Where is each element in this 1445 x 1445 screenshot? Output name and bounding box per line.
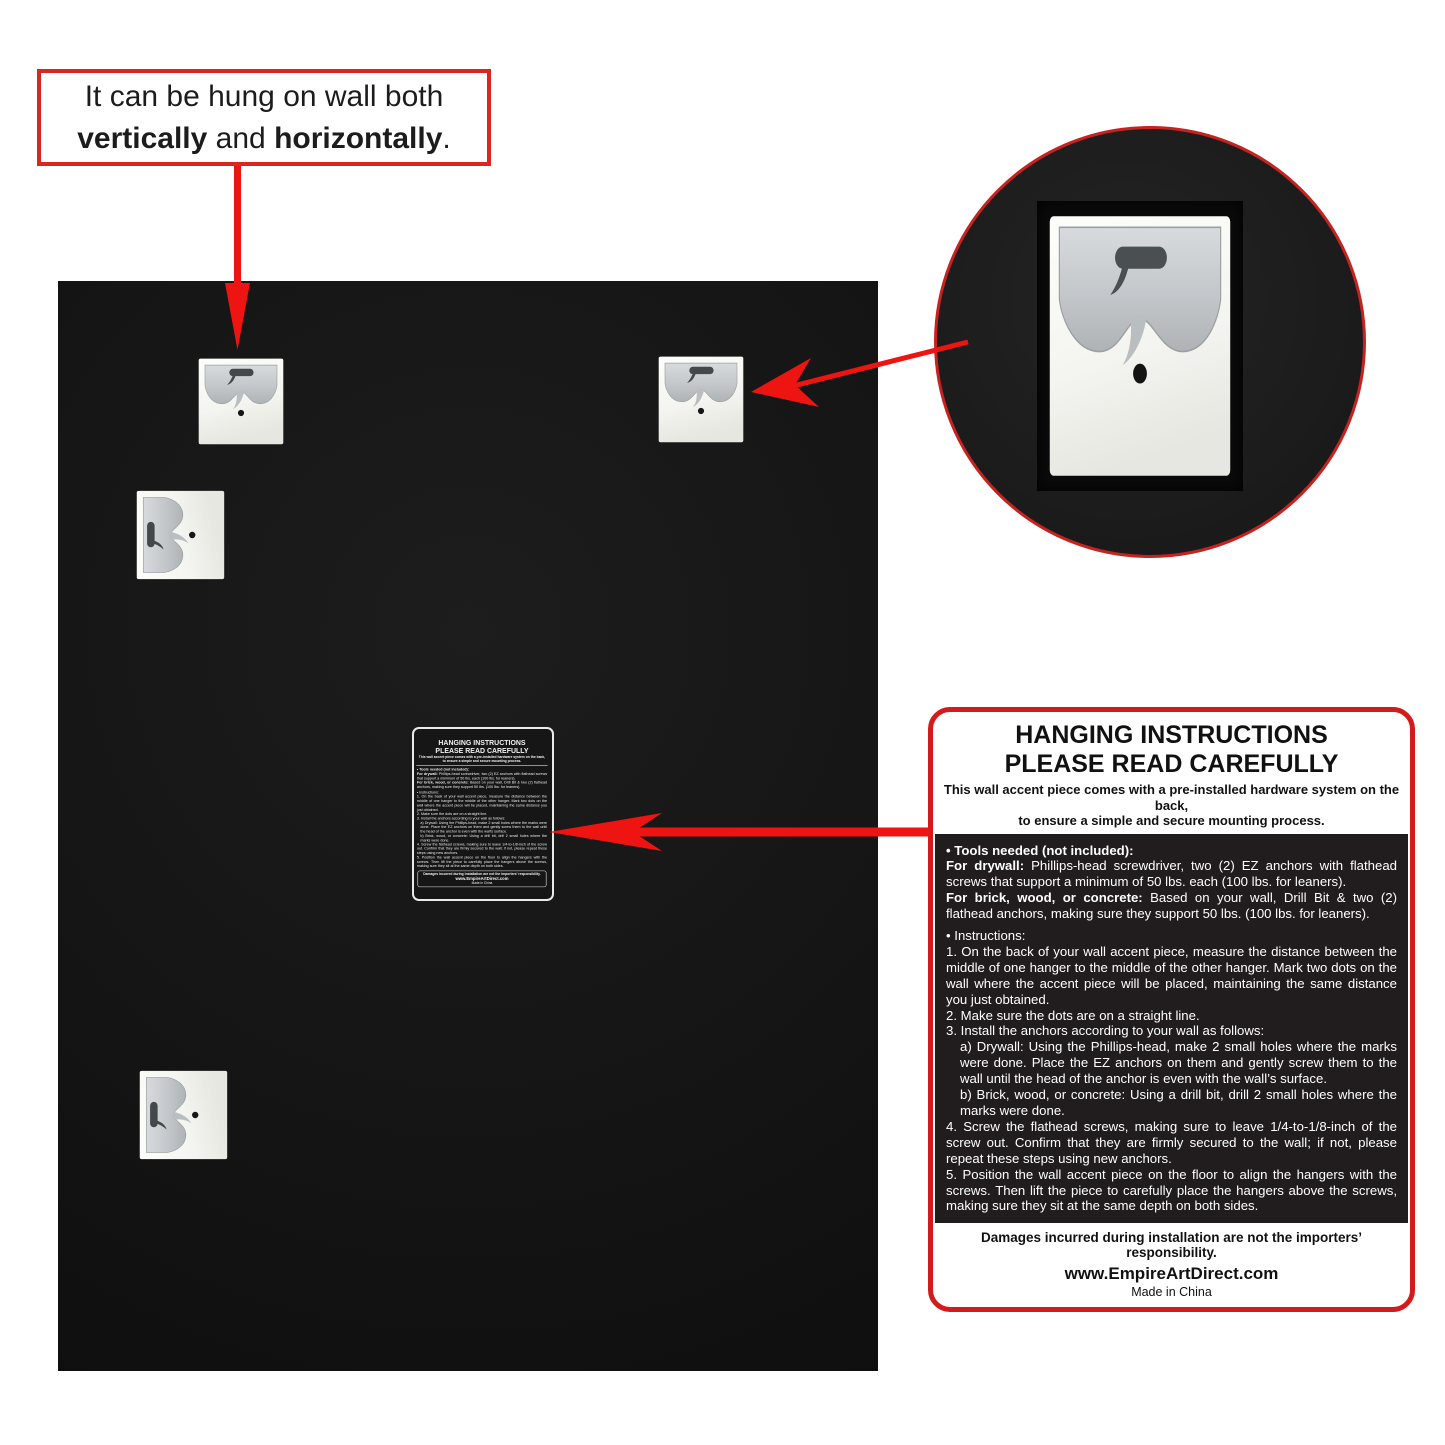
hanger-left-middle: [133, 488, 227, 582]
label-content: [414, 739, 550, 901]
disclaimer-text: Damages incurred during installation are not the importers’ responsibility.: [980, 1230, 1363, 1261]
hanger-hole: [189, 532, 195, 538]
instruction-step: 2. Make sure the dots are on a straight line.: [946, 1007, 1200, 1023]
instruction-step: 1. On the back of your wall accent piece, measure the distance between the middle of one hanger to the middle of the other hanger. Mark two dots on the wall where the accent piece will be placed, maintaining the same distance you just obtained.: [416, 794, 548, 812]
hanger-bracket-icon: [136, 1068, 230, 1162]
hanger-left-bottom: [136, 1068, 230, 1162]
instructions-subtitle: This wall accent piece comes with a pre-installed hardware system on the back, to ensure a simple and secure mounting process.: [943, 782, 1400, 828]
label-divider: [416, 765, 547, 766]
tools-drywall: For drywall: Phillips-head screwdriver, two (2) EZ anchors with flathead screws that support a minimum of 50 lbs. each (100 lbs. for leaners).: [416, 771, 548, 781]
instruction-step: a) Drywall: Using the Phillips-head, make 2 small holes where the marks were done. Place the EZ anchors on them and gently screw them to the wall until the head of the anchor is even with the wall’s surface.: [420, 820, 548, 834]
website-text: www.EmpireArtDirect.com: [1064, 1264, 1279, 1284]
instruction-step: 4. Screw the flathead screws, making sure to leave 1/4-to-1/8-inch of the screw out. Confirm that they are firmly secured to the wall; if not, please repeat these steps using new anchors.: [416, 842, 548, 855]
hanging-instructions-panel: [928, 707, 1415, 1312]
label-subtitle: This wall accent piece comes with a pre-installed hardware system on the back, to ensure a simple and secure mounting process.: [418, 755, 546, 763]
hanger-slot: [689, 367, 713, 374]
instruction-step: 3. Install the anchors according to your wall as follows:: [416, 816, 506, 821]
label-body: [414, 767, 550, 868]
hanger-bracket-icon: [133, 488, 227, 582]
hanger-hole: [1133, 364, 1147, 384]
tools-heading: • Tools needed (not included):: [946, 842, 1134, 858]
hanger-zoomed: [1044, 208, 1236, 489]
instruction-step: 5. Position the wall accent piece on the floor to align the hangers with the screws. Then lift the piece to carefully place the hangers above the screws, making sure they sit at the same depth on both sides.: [946, 1166, 1397, 1214]
instructions-footer: [933, 1223, 1410, 1307]
instruction-step: a) Drywall: Using the Phillips-head, make 2 small holes where the marks were done. Place the EZ anchors on them and gently screw them to the wall until the head of the anchor is even with the wall’s surface.: [960, 1039, 1397, 1087]
made-in-text: Made in China: [471, 881, 493, 885]
instruction-step: b) Brick, wood, or concrete: Using a drill bit, drill 2 small holes where the marks were done.: [420, 833, 548, 842]
instructions-heading: • Instructions:: [416, 790, 439, 795]
instructions-heading: • Instructions:: [946, 928, 1026, 944]
instruction-step: 2. Make sure the dots are on a straight line.: [416, 811, 488, 817]
hanger-zoom-detail: [934, 126, 1366, 558]
tools-brick: For brick, wood, or concrete: Based on your wall, Drill Bit & two (2) flathead anchors, making sure they support 50 lbs. (100 lbs. for leaners).: [416, 780, 548, 789]
made-in-text: Made in China: [1131, 1285, 1212, 1300]
instructions-body: [935, 834, 1408, 1224]
label-title: HANGING INSTRUCTIONS PLEASE READ CAREFULLY: [435, 739, 529, 755]
website-text: www.EmpireArtDirect.com: [455, 876, 509, 882]
callout-line2: vertically and horizontally.: [77, 121, 451, 155]
hanger-top-right: [656, 353, 746, 445]
label-footer: [417, 871, 546, 888]
instruction-step: 5. Position the wall accent piece on the floor to align the hangers with the screws. Then lift the piece to carefully place the hangers above the screws, making sure they sit at the same depth on both sides.: [416, 855, 548, 868]
instruction-step: 4. Screw the flathead screws, making sure to leave 1/4-to-1/8-inch of the screw out. Confirm that they are firmly secured to the wall; if not, please repeat these steps using new anchors.: [946, 1118, 1397, 1166]
tools-drywall: For drywall: Phillips-head screwdriver, two (2) EZ anchors with flathead screws that support a minimum of 50 lbs. each (100 lbs. for leaners).: [946, 858, 1397, 890]
hanger-hole: [192, 1112, 198, 1118]
hanging-instructions-label: [412, 727, 554, 901]
instruction-step: b) Brick, wood, or concrete: Using a drill bit, drill 2 small holes where the marks were done.: [960, 1087, 1397, 1118]
hanger-hole: [238, 410, 244, 416]
hanger-bracket-icon: [1044, 208, 1236, 484]
hanger-bracket-icon: [656, 353, 746, 445]
hanger-slot: [150, 1102, 158, 1127]
hanger-slot: [147, 522, 155, 547]
instruction-step: 1. On the back of your wall accent piece, measure the distance between the middle of one hanger to the middle of the other hanger. Mark two dots on the wall where the accent piece will be placed, maintaining the same distance you just obtained.: [946, 943, 1397, 1007]
hanger-hole: [698, 408, 704, 414]
callout-box: [37, 69, 491, 166]
hanger-slot: [229, 369, 253, 376]
tools-heading: • Tools needed (not included):: [416, 767, 469, 772]
hanger-top-left: [196, 355, 286, 447]
hanger-bracket-icon: [196, 355, 286, 447]
instruction-step: 3. Install the anchors according to your wall as follows:: [946, 1023, 1265, 1039]
disclaimer-text: Damages incurred during installation are not the importers’ responsibility.: [423, 872, 541, 876]
hanger-slot: [1115, 247, 1167, 269]
instructions-header: [933, 712, 1410, 834]
callout-line1: It can be hung on wall both: [84, 79, 444, 113]
tools-brick: For brick, wood, or concrete: Based on your wall, Drill Bit & two (2) flathead anchors, making sure they support 50 lbs. (100 lbs. for leaners).: [946, 890, 1397, 922]
instructions-title: HANGING INSTRUCTIONS PLEASE READ CAREFULLY: [1004, 721, 1339, 778]
